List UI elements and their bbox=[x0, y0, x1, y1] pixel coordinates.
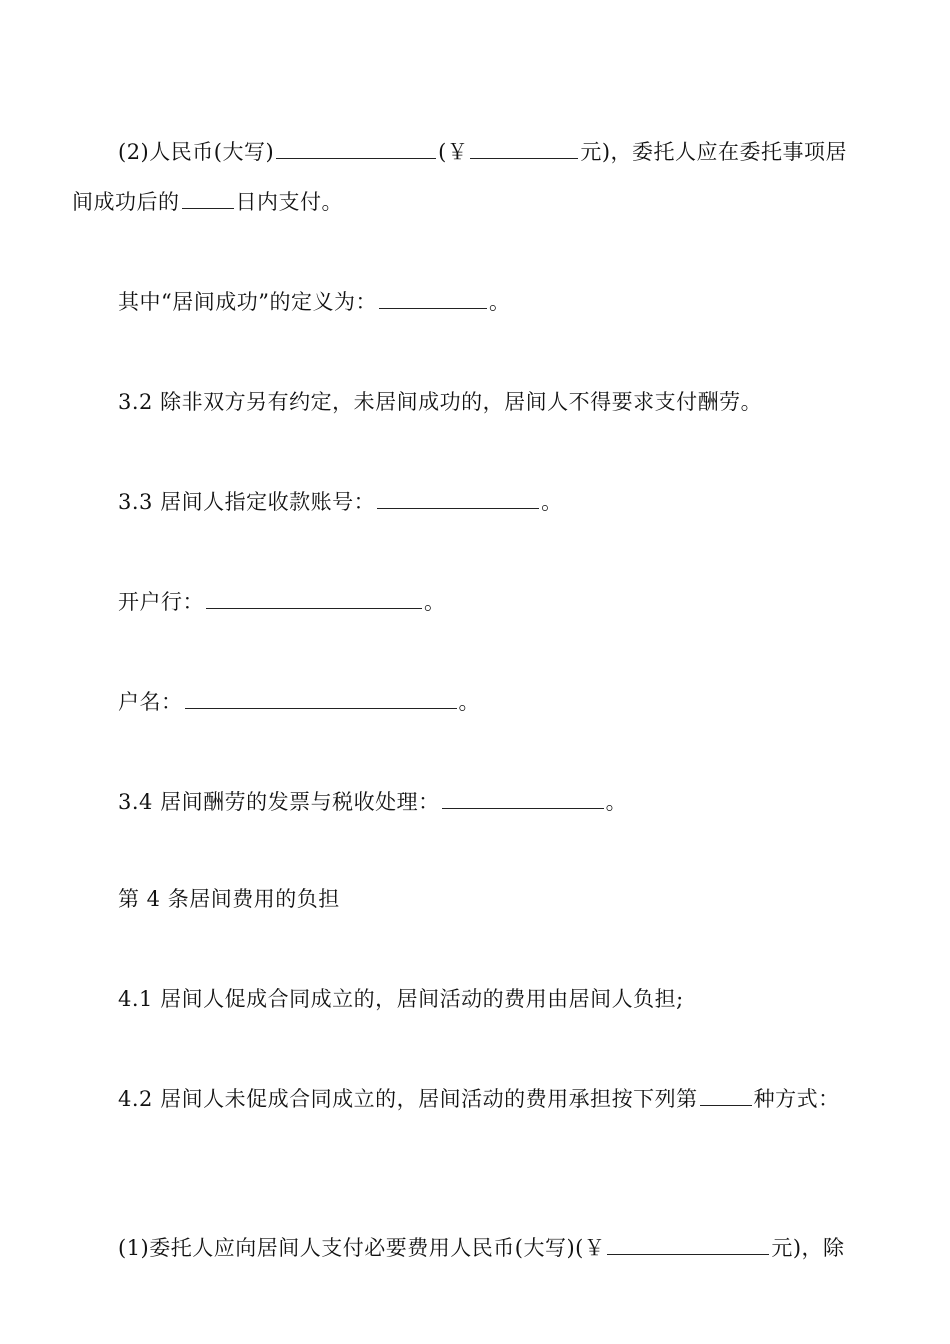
clause-3-3-account bbox=[118, 487, 563, 517]
blank-days[interactable] bbox=[182, 190, 234, 209]
text-segment: 。 bbox=[458, 690, 480, 714]
paragraph-account-name bbox=[118, 687, 480, 717]
blank-expense-amount[interactable] bbox=[607, 1236, 769, 1255]
article-4-heading bbox=[118, 884, 340, 914]
clause-4-1 bbox=[118, 984, 684, 1014]
text-segment: 间成功后的 bbox=[72, 190, 180, 214]
blank-amount-figures[interactable] bbox=[470, 140, 578, 159]
text-segment: 户名： bbox=[118, 690, 183, 714]
blank-bank-name[interactable] bbox=[206, 590, 422, 609]
text-segment: 种方式： bbox=[753, 1087, 840, 1111]
blank-account-number[interactable] bbox=[377, 490, 539, 509]
blank-method-number[interactable] bbox=[700, 1087, 752, 1106]
paragraph-necessary-expenses bbox=[118, 1233, 845, 1263]
text-segment: 3.2 除非双方另有约定，未居间成功的，居间人不得要求支付酬劳。 bbox=[118, 390, 763, 414]
text-segment: 。 bbox=[541, 490, 563, 514]
text-segment: 。 bbox=[488, 290, 511, 314]
clause-4-2 bbox=[118, 1084, 840, 1114]
blank-account-name[interactable] bbox=[185, 690, 457, 709]
text-segment: 。 bbox=[424, 590, 446, 614]
text-segment: (1)委托人应向居间人支付必要费用人民币(大写)(￥ bbox=[118, 1236, 606, 1260]
blank-amount-words[interactable] bbox=[276, 140, 436, 159]
text-segment: 3.4 居间酬劳的发票与税收处理： bbox=[118, 790, 440, 814]
text-segment: 4.2 居间人未促成合同成立的，居间活动的费用承担按下列第 bbox=[118, 1087, 698, 1111]
text-segment: (￥ bbox=[438, 140, 469, 164]
blank-invoice-tax[interactable] bbox=[442, 790, 604, 809]
paragraph-success-definition bbox=[118, 287, 510, 317]
paragraph-payment-amount bbox=[118, 137, 847, 167]
clause-3-4-invoice bbox=[118, 787, 627, 817]
blank-success-definition[interactable] bbox=[379, 290, 487, 309]
text-segment: 第 4 条居间费用的负担 bbox=[118, 887, 340, 911]
text-segment: 元)，除 bbox=[771, 1236, 845, 1260]
text-segment: (2)人民币(大写) bbox=[118, 140, 275, 164]
text-segment: 。 bbox=[605, 790, 628, 814]
paragraph-payment-days bbox=[72, 187, 343, 217]
text-segment: 元)，委托人应在委托事项居 bbox=[580, 140, 848, 164]
text-segment: 4.1 居间人促成合同成立的，居间活动的费用由居间人负担; bbox=[118, 987, 684, 1011]
text-segment: 3.3 居间人指定收款账号： bbox=[118, 490, 376, 514]
text-segment: 开户行： bbox=[118, 590, 204, 614]
text-segment: 其中“居间成功”的定义为： bbox=[118, 290, 377, 314]
paragraph-bank bbox=[118, 587, 446, 617]
clause-3-2 bbox=[118, 387, 762, 417]
text-segment: 日内支付。 bbox=[235, 190, 343, 214]
